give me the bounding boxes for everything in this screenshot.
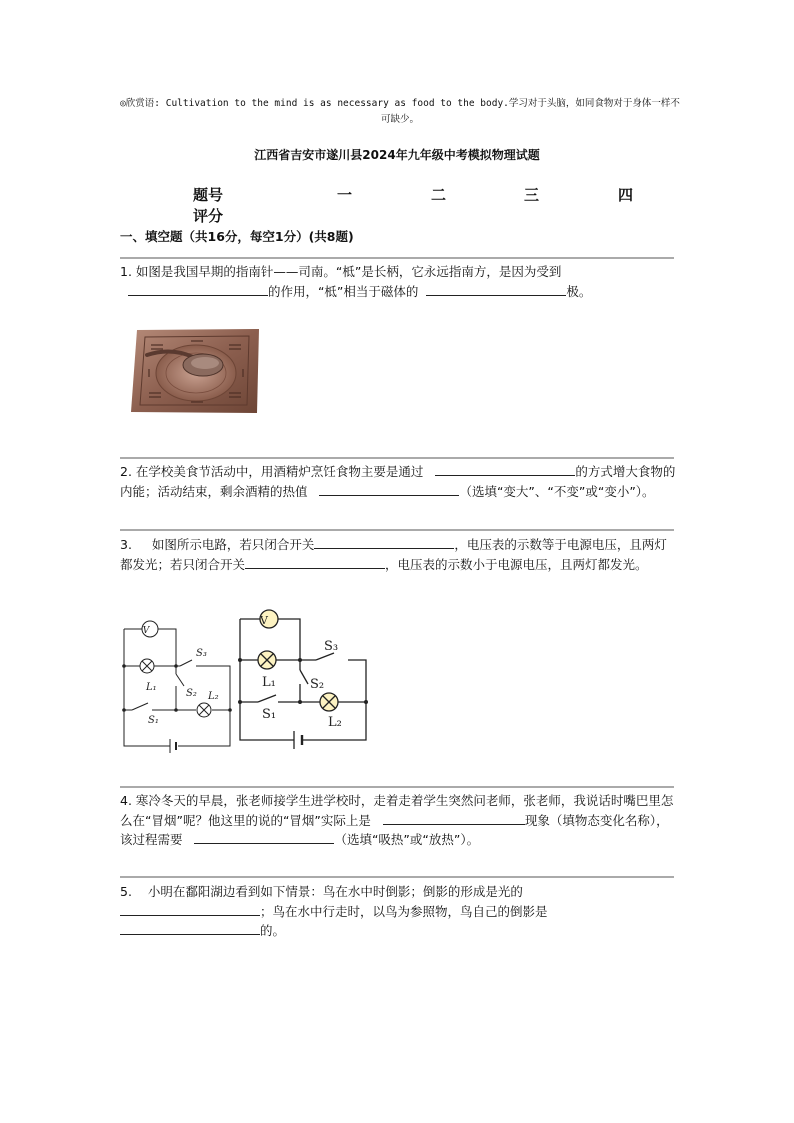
switch-label-s1: S₁ xyxy=(262,707,277,722)
answer-blank-4b[interactable] xyxy=(194,830,334,844)
switch-label-s2: S₂ xyxy=(186,688,197,699)
answer-blank-2b[interactable] xyxy=(319,482,459,496)
answer-blank-5a[interactable] xyxy=(120,902,260,916)
switch-label-s3: S₃ xyxy=(196,648,207,659)
switch-label-s1: S₁ xyxy=(148,715,159,726)
score-header-3: 三 xyxy=(524,186,540,204)
answer-blank-5b[interactable] xyxy=(120,921,260,935)
divider xyxy=(120,786,674,788)
score-header-2: 二 xyxy=(431,186,447,204)
circuit-diagram-a xyxy=(124,621,230,753)
score-header-4: 四 xyxy=(618,186,634,204)
lamp-label-l2: L₂ xyxy=(328,715,342,730)
question-5: 5. 小明在鄱阳湖边看到如下情景：鸟在水中时倒影；倒影的形成是光的 ；鸟在水中行走时，以鸟为参照物，鸟自己的倒影是 的。 xyxy=(120,884,548,938)
divider xyxy=(120,257,674,259)
motto: ◎欣赏语: Cultivation to the mind is as necessary as food to the body.学习对于头脑，如同食物对于身体一样不可缺少。 xyxy=(120,98,680,125)
divider xyxy=(120,529,674,531)
divider xyxy=(120,876,674,878)
page-title: 江西省吉安市遂川县2024年九年级中考模拟物理试题 xyxy=(254,148,540,162)
lamp-label-l1: L₁ xyxy=(146,682,157,693)
lamp-label-l2: L₂ xyxy=(208,691,219,702)
circuit-diagrams xyxy=(118,606,372,758)
answer-blank-1a[interactable] xyxy=(128,282,268,296)
question-2: 2. 在学校美食节活动中，用酒精炉烹饪食物主要是通过 的方式增大食物的内能；活动结束，剩余酒精的热值 （选填“变大”、“不变”或“变小”）。 xyxy=(120,464,676,499)
score-header-label: 题号 xyxy=(193,186,224,204)
answer-blank-2a[interactable] xyxy=(435,462,575,476)
divider xyxy=(120,457,674,459)
sinan-compass-image xyxy=(131,327,261,415)
switch-label-s2: S₂ xyxy=(310,677,325,692)
question-3: 3. 如图所示电路，若只闭合开关 ，电压表的示数等于电源电压，且两灯都发光；若只闭合开关 ，电压表的示数小于电源电压，且两灯都发光。 xyxy=(120,537,667,572)
answer-blank-3b[interactable] xyxy=(245,555,385,569)
switch-label-s3: S₃ xyxy=(324,639,339,654)
answer-blank-4a[interactable] xyxy=(383,811,525,825)
circuit-diagram-b xyxy=(240,610,366,749)
section-heading: 一、填空题（共16分，每空1分）(共8题) xyxy=(120,229,354,244)
voltmeter-label: V xyxy=(260,614,268,627)
answer-blank-3a[interactable] xyxy=(314,535,454,549)
score-header-1: 一 xyxy=(337,186,353,204)
score-row-label: 评分 xyxy=(193,207,224,225)
question-1: 1. 如图是我国早期的指南针——司南。“柢”是长柄，它永远指南方，是因为受到 的作用，“柢”相当于磁体的 极。 xyxy=(120,264,592,299)
voltmeter-label: V xyxy=(142,626,150,636)
answer-blank-1b[interactable] xyxy=(426,282,566,296)
question-4: 4. 寒冷冬天的早晨，张老师接学生进学校时，走着走着学生突然问老师，张老师，我说话时嘴巴里怎么在“冒烟”呢？他这里的说的“冒烟”实际上是 现象（填物态变化名称），该过程需要 （选填“吸热”或“放热”）。 xyxy=(120,793,674,847)
lamp-label-l1: L₁ xyxy=(262,675,276,690)
